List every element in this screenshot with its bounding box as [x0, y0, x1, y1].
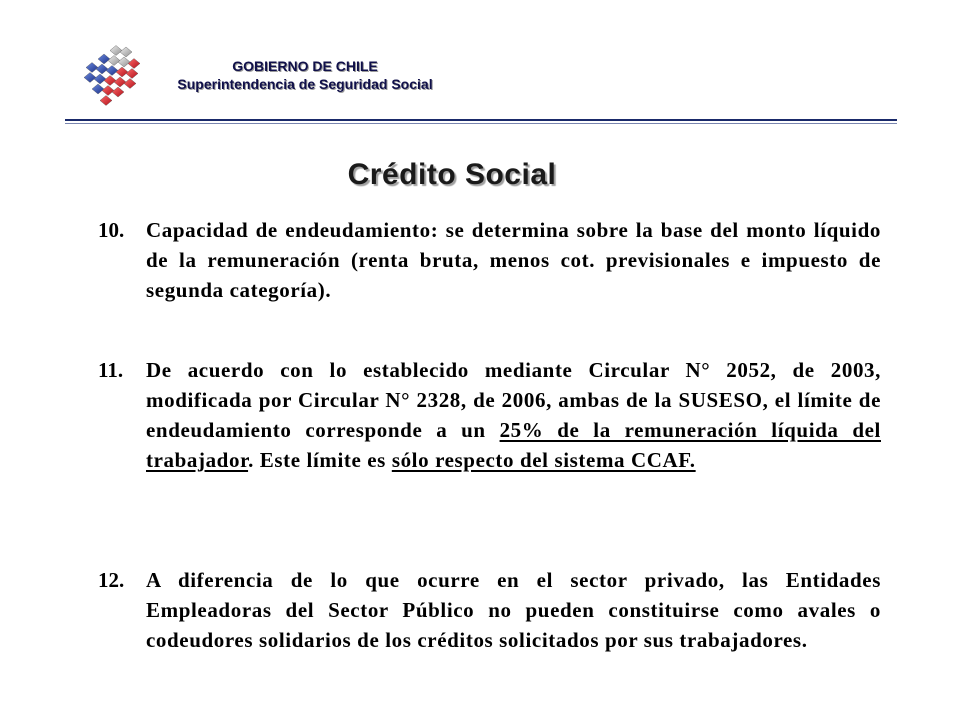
item-text: Capacidad de endeudamiento: se determina sobre la base del monto líquido de la remuneración (renta bruta, menos cot. previsionales e impuesto de segunda categoría). — [146, 218, 881, 302]
list-item — [98, 215, 881, 305]
item-number: 11. — [98, 358, 124, 382]
chile-government-cube-logo-icon — [78, 40, 158, 112]
item-text — [146, 355, 881, 475]
list-item — [98, 355, 881, 475]
org-name-line1: GOBIERNO DE CHILE — [232, 58, 378, 74]
page-title: Crédito Social — [347, 158, 557, 191]
header-divider-thin — [65, 123, 897, 124]
item-text-part: . Este límite es — [248, 448, 392, 472]
list-item — [98, 565, 881, 655]
item-text-part: De acuerdo con lo establecido mediante Circular N° 2052, de 2003, modificada por Circular N° 2328, de 2006, ambas de la SUSESO, el límite de endeudamiento corresponde a un — [146, 358, 881, 442]
item-number: 10. — [98, 218, 125, 242]
underlined-limit-text: 25% de la remuneración líquida del trabajador — [146, 418, 881, 472]
underlined-scope-text: sólo respecto del sistema CCAF. — [391, 448, 696, 472]
organization-header — [160, 57, 450, 93]
header-divider — [65, 119, 897, 121]
item-text: A diferencia de lo que ocurre en el sector privado, las Entidades Empleadoras del Sector Público no pueden constituirse como avales o codeudores solidarios de los créditos solicitados por sus trabajadores. — [146, 568, 881, 652]
org-name-line2: Superintendencia de Seguridad Social — [177, 76, 433, 92]
item-number: 12. — [98, 568, 125, 592]
